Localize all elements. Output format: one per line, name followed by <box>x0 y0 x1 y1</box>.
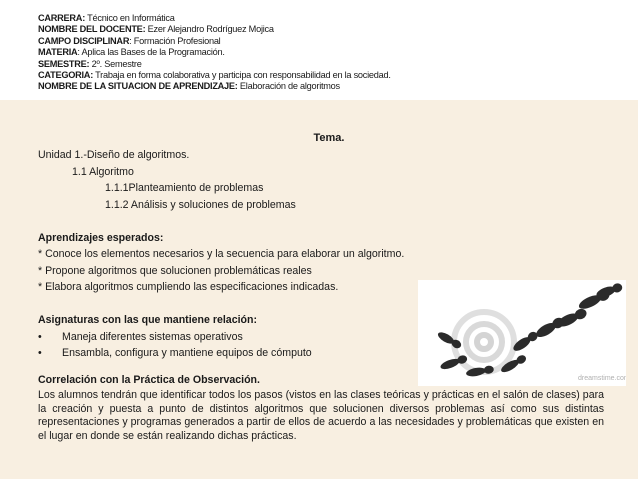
aprendizajes-heading: Aprendizajes esperados: <box>38 232 164 244</box>
aprendizaje-item: * Elabora algoritmos cumpliendo las especificaciones indicadas. <box>38 281 339 293</box>
semestre-line <box>38 59 391 70</box>
campo-line <box>38 36 391 47</box>
situacion-line <box>38 81 391 92</box>
categoria-line <box>38 70 391 81</box>
bullet-glyph: • <box>38 347 42 359</box>
planteamiento-line: 1.1.1Planteamiento de problemas <box>105 182 264 194</box>
correlacion-paragraph: Los alumnos tendrán que identificar todos los pasos (vistos en las clases teóricas y prácticas en el salón de clases) para la creación y puesta a punto de distintos algoritmos que solucionen diversos problemas así como sus distintas representaciones y programas generados a partir de ellos de acuerdo a las necesidades y problemáticas que existen en el lugar en donde se están realizando dichas prácticas. <box>38 389 604 442</box>
situacion-value: Elaboración de algoritmos <box>237 81 340 92</box>
situacion-label: NOMBRE DE LA SITUACION DE APRENDIZAJE: <box>38 81 238 92</box>
footprints-spiral-image <box>418 280 626 386</box>
carrera-line <box>38 13 391 24</box>
docente-value: Ezer Alejandro Rodríguez Mojica <box>145 24 274 35</box>
materia-label: MATERIA <box>38 47 78 58</box>
materia-value: : Aplica las Bases de la Programación. <box>77 47 225 58</box>
docente-label: NOMBRE DEL DOCENTE: <box>38 24 146 35</box>
algoritmo-line: 1.1 Algoritmo <box>72 166 134 178</box>
bullet-glyph: • <box>38 331 42 343</box>
categoria-value: Trabaja en forma colaborativa y participa con responsabilidad en la sociedad. <box>93 70 391 81</box>
categoria-label: CATEGORIA: <box>38 70 94 81</box>
tema-title-text: Tema. <box>313 132 345 144</box>
carrera-value: Técnico en Informática <box>85 13 175 23</box>
footprints-spiral-svg <box>418 280 626 386</box>
docente-line <box>38 24 391 35</box>
tema-title <box>0 132 638 144</box>
materia-line <box>38 47 391 58</box>
header-block <box>0 0 638 100</box>
header-lines <box>38 13 391 93</box>
analisis-line: 1.1.2 Análisis y soluciones de problemas <box>105 199 296 211</box>
campo-label: CAMPO DISCIPLINAR <box>38 35 130 46</box>
aprendizaje-item: * Propone algoritmos que solucionen problemáticas reales <box>38 265 312 277</box>
aprendizaje-item: * Conoce los elementos necesarios y la secuencia para elaborar un algoritmo. <box>38 248 405 260</box>
semestre-label: SEMESTRE: <box>38 58 90 69</box>
asignaturas-heading: Asignaturas con las que mantiene relación: <box>38 314 257 326</box>
carrera-label: CARRERA: <box>38 13 85 23</box>
semestre-value: 2º. Semestre <box>89 58 142 69</box>
asignatura-item: Ensambla, configura y mantiene equipos de cómputo <box>62 347 312 359</box>
watermark-text: dreamstime.com <box>578 375 626 382</box>
correlacion-heading: Correlación con la Práctica de Observación. <box>38 374 260 386</box>
asignatura-item: Maneja diferentes sistemas operativos <box>62 331 243 343</box>
campo-value: : Formación Profesional <box>129 35 221 46</box>
unidad-line: Unidad 1.-Diseño de algoritmos. <box>38 149 190 161</box>
